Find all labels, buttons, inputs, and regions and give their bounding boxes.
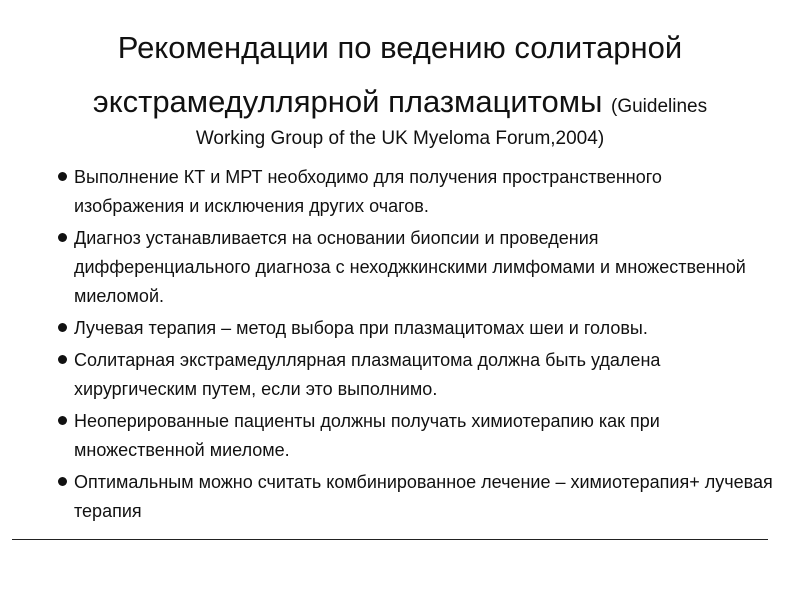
bullet-item	[56, 468, 776, 526]
bullet-list	[56, 163, 776, 529]
slide-title-line-2	[20, 82, 780, 127]
slide-title-line-3: Working Group of the UK Myeloma Forum,2004)	[195, 128, 605, 149]
bullet-item	[56, 224, 776, 311]
bullet-text: Лучевая терапия – метод выбора при плазмацитомах шеи и головы.	[74, 318, 648, 338]
bullet-item	[56, 314, 776, 343]
bullet-item	[56, 407, 776, 465]
bullet-dot-icon	[58, 477, 67, 486]
slide-title-main-text: экстрамедуллярной плазмацитомы	[92, 84, 603, 119]
bullet-text: Неоперированные пациенты должны получать химиотерапию как при множественной миеломе.	[74, 411, 660, 460]
bullet-text: Выполнение КТ и МРТ необходимо для получения пространственного изображения и исключения других очагов.	[74, 167, 662, 216]
bullet-dot-icon	[58, 323, 67, 332]
bullet-dot-icon	[58, 355, 67, 364]
bullet-dot-icon	[58, 172, 67, 181]
bullet-item	[56, 346, 776, 404]
bullet-text: Солитарная экстрамедуллярная плазмацитома должна быть удалена хирургическим путем, если это выполнимо.	[74, 350, 661, 399]
bullet-item	[56, 163, 776, 221]
bullet-dot-icon	[58, 233, 67, 242]
slide-title-line-1: Рекомендации по ведению солитарной	[117, 30, 683, 65]
slide-title-source-text: (Guidelines	[611, 96, 708, 117]
bullet-text: Диагноз устанавливается на основании биопсии и проведения дифференциального диагноза с неходжкинскими лимфомами и множественной миеломой.	[74, 228, 746, 306]
bullet-dot-icon	[58, 416, 67, 425]
bullet-text: Оптимальным можно считать комбинированное лечение – химиотерапия+ лучевая терапия	[74, 472, 773, 521]
bottom-divider	[12, 539, 768, 540]
